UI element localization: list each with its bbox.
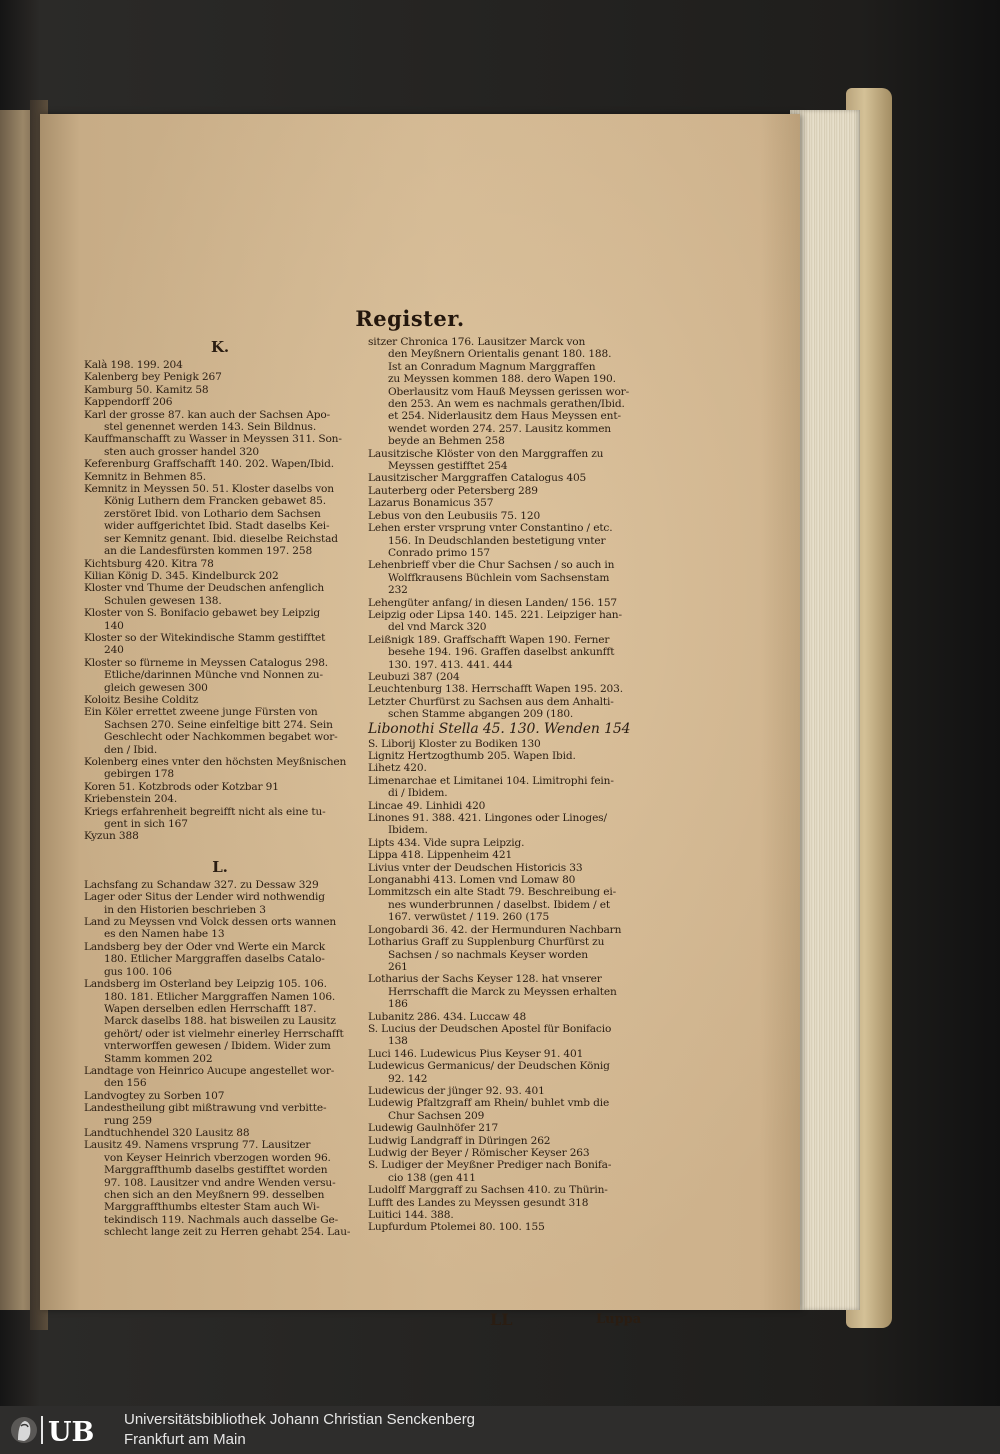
entries-l-left <box>84 879 356 1239</box>
index-entry: Ein Köler errettet zweene junge Fürsten von Sachsen 270. Seine einfeltige bitt 274. Sein Geschlecht oder Nachkommen begabet wor- den / Ibid. <box>84 706 338 756</box>
index-entry: Letzter Churfürst zu Sachsen aus dem Anhalti- schen Stamme abgangen 209 (180. <box>368 695 614 721</box>
index-entry: Lippa 418. Lippenheim 421 <box>368 849 513 862</box>
index-entry: Keferenburg Graffschafft 140. 202. Wapen/Ibid. <box>84 458 334 471</box>
index-entry: Leißnigk 189. Graffschafft Wapen 190. Ferner besehe 194. 196. Graffen daselbst ankunfft 130. 197. 413. 441. 444 <box>368 633 615 671</box>
entries-k <box>84 359 356 843</box>
index-entry: Lager oder Situs der Lender wird nothwendig in den Historien beschrieben 3 <box>84 891 325 916</box>
index-entry: Limenarchae et Limitanei 104. Limitrophi fein- di / Ibidem. <box>368 774 614 800</box>
index-entry: Kolenberg eines vnter den höchsten Meyßnischen gebirgen 178 <box>84 756 347 781</box>
index-entry: Lehenbrieff vber die Chur Sachsen / so auch in Wolffkrausens Büchlein vom Sachsenstam 232 <box>368 559 615 597</box>
index-entry: Landsberg im Osterland bey Leipzig 105. 106. 180. 181. Etlicher Marggraffen Namen 106. Wapen derselben edlen Herrschafft 187. Marck daselbs 188. hat bisweilen zu Lausitz gehört/ oder ist vielmehr einerley Herrschafft vnterworffen gewesen / Ibidem. Wider zum Stamm kommen 202 <box>84 978 344 1065</box>
section-letter-k: K. <box>211 338 229 356</box>
catchword: Luppa <box>596 1312 642 1327</box>
index-entry: Leubuzi 387 (204 <box>368 670 460 683</box>
page-edges-stack <box>790 110 860 1310</box>
index-entry: Lachsfang zu Schandaw 327. zu Dessaw 329 <box>84 878 319 891</box>
index-entry: Landtuchhendel 320 Lausitz 88 <box>84 1126 250 1139</box>
library-banner <box>0 1406 1000 1454</box>
index-entry: Lazarus Bonamicus 357 <box>368 497 494 510</box>
index-entry: Lubanitz 286. 434. Luccaw 48 <box>368 1010 527 1023</box>
index-entry: Landsberg bey der Oder vnd Werte ein Marck 180. Etlicher Marggraffen daselbs Catalo- gus 100. 106 <box>84 940 326 978</box>
index-entry: Kriebenstein 204. <box>84 793 178 806</box>
index-entry: Kriegs erfahrenheit begreifft nicht als eine tu- gent in sich 167 <box>84 805 326 831</box>
book-page <box>40 114 800 1329</box>
index-column-right <box>368 336 646 1234</box>
index-entry: Leuchtenburg 138. Herrschafft Wapen 195. 203. <box>368 683 623 696</box>
index-entry: Luitici 144. 388. <box>368 1209 454 1222</box>
entries-right-part1 <box>368 336 646 721</box>
index-entry: Kalà 198. 199. 204 <box>84 359 183 371</box>
index-entry: Land zu Meyssen vnd Volck dessen orts wannen es den Namen habe 13 <box>84 916 337 941</box>
index-entry: Kamburg 50. Kamitz 58 <box>84 383 209 396</box>
index-entry: Lignitz Hertzogthumb 205. Wapen Ibid. <box>368 750 576 762</box>
index-entry: Longanabhi 413. Lomen vnd Lomaw 80 <box>368 874 576 887</box>
index-entry: Lupfurdum Ptolemei 80. 100. 155 <box>368 1221 545 1234</box>
index-entry: Lotharius Graff zu Supplenburg Churfürst zu Sachsen / so nachmals Keyser worden 261 <box>368 936 605 973</box>
index-entry: Kemnitz in Meyssen 50. 51. Kloster daselbs von König Luthern dem Francken gebawet 85. zerstöret Ibid. von Lothario dem Sachsen wider auffgerichtet Ibid. Stadt daselbs Kei- ser Kemnitz genant. Ibid. dieselbe Reichstad an die Landesfürsten kommen 197. 258 <box>84 483 338 558</box>
index-entry: Ludewicus Germanicus/ der Deudschen König 92. 142 <box>368 1060 610 1085</box>
index-entry: Lehen erster vrsprung vnter Constantino / etc. 156. In Deudschlanden bestetigung vnter Conrado primo 157 <box>368 522 613 559</box>
index-entry: Longobardi 36. 42. der Hermunduren Nachbarn <box>368 923 622 936</box>
index-entry: Kappendorff 206 <box>84 396 173 409</box>
ub-logo-text: UB <box>48 1417 95 1448</box>
index-entry: Lincae 49. Linhidi 420 <box>368 799 486 812</box>
index-entry: Lauterberg oder Petersberg 289 <box>368 484 538 497</box>
index-entry: Leipzig oder Lipsa 140. 145. 221. Leipziger han- del vnd Marck 320 <box>368 608 622 634</box>
index-entry: Linones 91. 388. 421. Lingones oder Linoges/ Ibidem. <box>368 812 607 837</box>
index-entry: Lotharius der Sachs Keyser 128. hat vnserer Herrschafft die Marck zu Meyssen erhalten 186 <box>368 973 617 1011</box>
index-entry: sitzer Chronica 176. Lausitzer Marck von den Meyßnern Orientalis genant 180. 188. Ist an Conradum Magnum Marggraffen zu Meyssen kommen 188. dero Wapen 190. Oberlausitz vom Hauß Meyssen gerissen wor- den 253. An wem es nachmals gerathen/Ibid. et 254. Niderlausitz dem Haus Meyssen ent- wendet worden 274. 257. Lausitz kommen beyde an Behmen 258 <box>368 336 630 448</box>
index-entry: Kloster vnd Thume der Deudschen anfenglich Schulen gewesen 138. <box>84 582 325 607</box>
index-entry: Kloster so fürneme in Meyssen Catalogus 298. Etliche/darinnen Münche vnd Nonnen zu- gleich gewesen 300 <box>84 656 329 694</box>
index-entry: Lausitzische Klöster von den Marggraffen zu Meyssen gestifftet 254 <box>368 447 604 473</box>
index-entry: Kilian König D. 345. Kindelburck 202 <box>84 569 279 582</box>
section-letter-l: L. <box>212 857 228 876</box>
index-entry: Lommitzsch ein alte Stadt 79. Beschreibung ei- nes wunderbrunnen / daselbst. Ibidem / et 167. verwüstet / 119. 260 (175 <box>368 886 617 924</box>
index-entry: Luci 146. Ludewicus Pius Keyser 91. 401 <box>368 1047 584 1060</box>
index-entry: Koloitz Besihe Colditz <box>84 693 199 706</box>
ub-logo-icon <box>8 1412 116 1448</box>
index-entry: Kloster so der Witekindische Stamm gestifftet 240 <box>84 631 326 657</box>
index-entry: Ludwig Landgraff in Düringen 262 <box>368 1134 551 1147</box>
index-entry: S. Ludiger der Meyßner Prediger nach Bonifa- cio 138 (gen 411 <box>368 1159 612 1184</box>
index-entry: Lausitz 49. Namens vrsprung 77. Lausitzer von Keyser Heinrich vberzogen worden 96. Marggraffthumb daselbs gestifftet worden 97. 108. Lausitzer vnd andre Wenden versu- chen sich an den Meyßnern 99. desselben Marggraffthumbs eltester Stam auch Wi- tekindisch 119. Nachmals auch dasselbe Ge- schlecht lange zeit zu Herren gehabt 254. Lau- <box>84 1139 351 1239</box>
index-entry: Ludewig Gaulnhöfer 217 <box>368 1122 499 1135</box>
library-city: Frankfurt am Main <box>124 1431 246 1448</box>
index-entry: Ludewicus der jünger 92. 93. 401 <box>368 1084 545 1097</box>
index-entry: Lebus von den Leubusiis 75. 120 <box>368 509 541 522</box>
index-entry: Landestheilung gibt mißtrawung vnd verbitte- rung 259 <box>84 1102 327 1127</box>
page-heading: Register. <box>355 306 465 331</box>
index-entry: Kauffmanschafft zu Wasser in Meyssen 311. Son- sten auch grosser handel 320 <box>84 433 342 458</box>
index-entry: Ludwig der Beyer / Römischer Keyser 263 <box>368 1147 590 1159</box>
index-entry: Ludewig Pfaltzgraff am Rhein/ buhlet vmb die Chur Sachsen 209 <box>368 1097 610 1122</box>
index-entry: Kalenberg bey Penigk 267 <box>84 371 222 384</box>
index-entry: Livius vnter der Deudschen Historicis 33 <box>368 861 583 874</box>
index-entry: Lausitzischer Marggraffen Catalogus 405 <box>368 472 587 485</box>
index-entry: Koren 51. Kotzbrods oder Kotzbar 91 <box>84 780 279 793</box>
index-entry: Ludolff Marggraff zu Sachsen 410. zu Thürin- <box>368 1184 608 1197</box>
index-entry: Kloster von S. Bonifacio gebawet bey Leipzig 140 <box>84 607 321 632</box>
index-entry: Kyzun 388 <box>84 830 139 843</box>
index-entry: Lipts 434. Vide supra Leipzig. <box>368 836 525 849</box>
index-entry: Lehengüter anfang/ in diesen Landen/ 156. 157 <box>368 596 618 609</box>
entries-right-part2 <box>368 738 646 1234</box>
index-column-left <box>84 336 356 1239</box>
signature-mark: LL <box>490 1310 513 1329</box>
index-entry: Kichtsburg 420. Kitra 78 <box>84 557 214 570</box>
index-entry: Lufft des Landes zu Meyssen gesundt 318 <box>368 1196 589 1209</box>
emphasized-entry: Libonothi Stella 45. 130. Wenden 154 <box>368 720 631 737</box>
index-entry: Landtage von Heinrico Aucupe angestellet wor- den 156 <box>84 1064 335 1090</box>
library-name: Universitätsbibliothek Johann Christian Senckenberg <box>124 1411 476 1428</box>
index-entry: Karl der grosse 87. kan auch der Sachsen Apo- stel genennet werden 143. Sein Bildnus. <box>84 408 331 434</box>
index-entry: Kemnitz in Behmen 85. <box>84 470 207 483</box>
index-entry: Lihetz 420. <box>368 762 427 775</box>
index-entry: S. Lucius der Deudschen Apostel für Bonifacio 138 <box>368 1022 612 1048</box>
index-entry: Landvogtey zu Sorben 107 <box>84 1089 225 1102</box>
index-entry: S. Liborij Kloster zu Bodiken 130 <box>368 737 541 750</box>
